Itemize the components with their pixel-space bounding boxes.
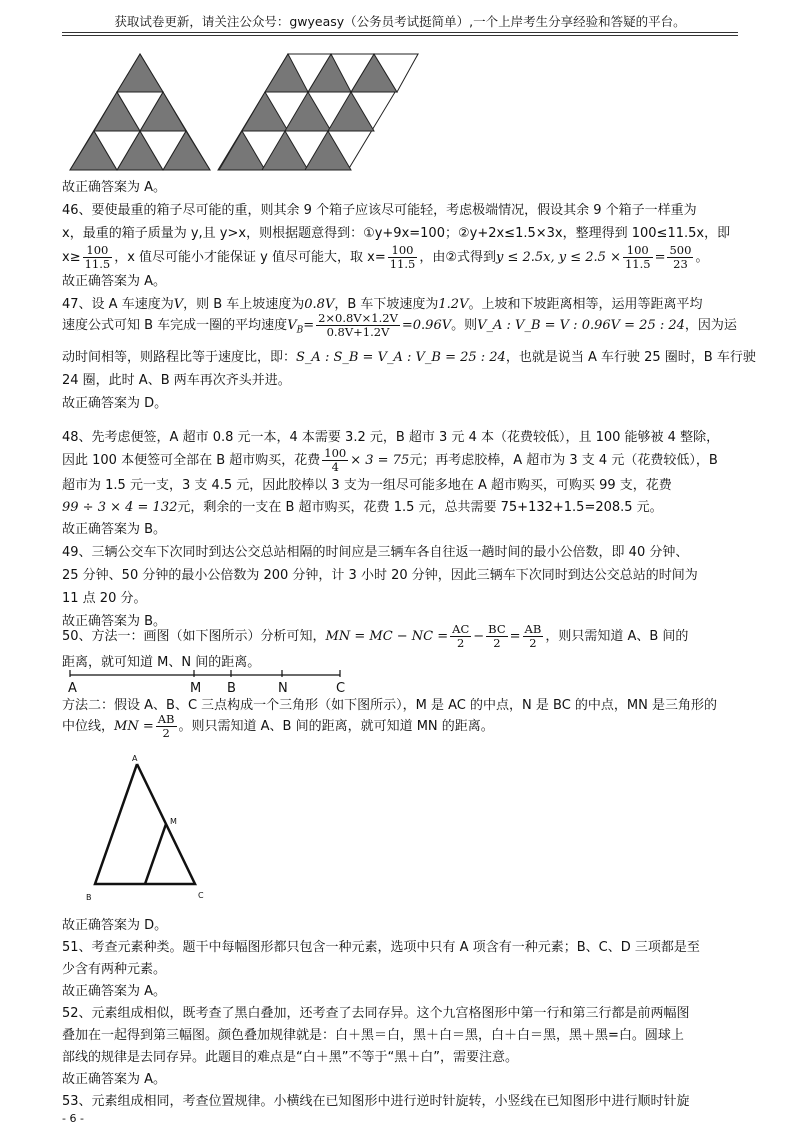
q51-line1: 51、考查元素种类。题干中每幅图形都只包含一种元素，选项中只有 A 项含有一种元素；B、C、D 三项都是至 <box>62 940 700 955</box>
q46-frac3: $\frac{100}{11.5}$ <box>624 243 651 271</box>
q46-math: = <box>654 250 666 265</box>
point-label: B <box>227 681 236 695</box>
q46-math: y ≤ 2.5x, y ≤ 2.5 × <box>495 250 621 265</box>
q49-line3: 11 点 20 分。 <box>62 591 147 606</box>
q50-line1: 50、方法一：画图（如下图所示）分析可知，MN = MC − NC = $\frac{AC}{2}$ − $\frac{BC}{2}$ = $\frac{AB}{2}$ ，则只需知道 A、B 间的 <box>62 622 689 650</box>
q51-line2: 少含有两种元素。 <box>62 962 167 977</box>
q47-line2: 速度公式可知 B 车完成一圈的平均速度$V_B=$ $\frac{2\times 0.8V\times 1.2V}{0.8V+1.2V}$ =0.96V。则V_A : V_B = V : 0.96V = 25 : 24，因为运 <box>62 311 737 339</box>
q50-line4: 中位线，MN = $\frac{AB}{2}$ 。则只需知道 A、B 间的距离，就可知道 MN 的距离。 <box>62 712 494 740</box>
q47-line4: 24 圈，此时 A、B 两车再次齐头并进。 <box>62 373 291 388</box>
answer-51: 故正确答案为 A。 <box>62 984 167 999</box>
q47-line1: 47、设 A 车速度为V，则 B 车上坡速度为0.8V，B 车下坡速度为1.2V。上坡和下坡距离相等，运用等距离平均 <box>62 297 703 312</box>
answer-52: 故正确答案为 A。 <box>62 1072 167 1087</box>
q46-line2: x，最重的箱子质量为 y,且 y>x，则根据题意得到：①y+9x=100；②y+2x≤1.5×3x，整理得到 100≤11.5x，即 <box>62 226 731 241</box>
q48-line1: 48、先考虑便签，A 超市 0.8 元一本，4 本需要 3.2 元，B 超市 3 元 4 本（花费较低），且 100 能够被 4 整除， <box>62 430 720 445</box>
q46-text: x≥ <box>62 250 81 265</box>
figure-large-triangle <box>70 54 210 170</box>
cell-dark <box>117 54 163 92</box>
q48-line4: 99 ÷ 3 × 4 = 132元，剩余的一支在 B 超市购买，花费 1.5 元，总共需要 75+132+1.5=208.5 元。 <box>62 500 663 515</box>
vertex-label: A <box>132 754 138 763</box>
header-rule <box>62 32 738 33</box>
q50-frac4: $\frac{AB}{2}$ <box>157 712 175 740</box>
page-header: 获取试卷更新，请关注公众号：gwyeasy（公务员考试挺简单）,一个上岸考生分享经验和答疑的平台。 <box>114 14 686 29</box>
q47-frac: $\frac{2\times 0.8V\times 1.2V}{0.8V+1.2V}$ <box>318 311 398 339</box>
q48-frac: $\frac{100}{4}$ <box>324 446 347 474</box>
q50-frac2: $\frac{BC}{2}$ <box>488 622 506 650</box>
segment-diagram <box>60 665 360 695</box>
q53-line1: 53、元素组成相同，考查位置规律。小横线在已知图形中进行逆时针旋转，小竖线在已知图形中进行顺时针旋 <box>62 1094 690 1109</box>
q49-line2: 25 分钟、50 分钟的最小公倍数为 200 分钟，计 3 小时 20 分钟，因此三辆车下次同时到达公交总站的时间为 <box>62 568 698 583</box>
q45-figure <box>68 52 420 172</box>
point-label: A <box>68 681 77 695</box>
q48-line2: 因此 100 本便签可全部在 B 超市购买，花费 $\frac{100}{4}$ × 3 = 75元；再考虑胶棒，A 超市为 3 支 4 元（花费较低），B <box>62 446 718 474</box>
point-label: M <box>190 681 202 695</box>
answer-49: 故正确答案为 B。 <box>62 614 167 629</box>
q52-line2: 叠加在一起得到第三幅图。颜色叠加规律就是：白＋黑＝白，黑＋白＝黑，白＋白＝黑，黑＋黑=白。圆球上 <box>62 1028 684 1043</box>
q46-line1: 46、要使最重的箱子尽可能的重，则其余 9 个箱子应该尽可能轻，考虑极端情况，假设其余 9 个箱子一样重为 <box>62 203 697 218</box>
q52-line1: 52、元素组成相似，既考查了黑白叠加，还考查了去同存异。这个九宫格图形中第一行和第三行都是前两幅图 <box>62 1006 690 1021</box>
figure-parallelogram <box>218 54 418 170</box>
q50-frac1: $\frac{AC}{2}$ <box>452 622 470 650</box>
header-rule-2 <box>62 35 738 36</box>
answer-45: 故正确答案为 A。 <box>62 180 167 195</box>
q46-text: 。 <box>695 250 709 265</box>
q46-frac4: $\frac{500}{23}$ <box>669 243 692 271</box>
q46-text: ，x 值尽可能小才能保证 y 值尽可能大，取 x= <box>114 250 386 265</box>
answer-47: 故正确答案为 D。 <box>62 396 168 411</box>
vertex-label: C <box>198 891 204 900</box>
vertex-label: B <box>86 893 92 902</box>
point-label: N <box>278 681 288 695</box>
q46-text: ，由②式得到 <box>419 250 496 265</box>
q46-frac1: $\frac{100}{11.5}$ <box>84 243 111 271</box>
q47-line3: 动时间相等，则路程比等于速度比，即：S_A : S_B = V_A : V_B = 25 : 24，也就是说当 A 车行驶 25 圈时，B 车行驶 <box>62 350 756 365</box>
q49-line1: 49、三辆公交车下次同时到达公交总站相隔的时间应是三辆车各自往返一趟时间的最小公倍数，即 40 分钟、 <box>62 545 689 560</box>
answer-48: 故正确答案为 B。 <box>62 522 167 537</box>
triangle-diagram <box>80 752 230 912</box>
page-number: - 6 - <box>62 1112 84 1125</box>
q48-line3: 超市为 1.5 元一支，3 支 4.5 元，因此胶棒以 3 支为一组尽可能多地在 A 超市购买，可购买 99 支，花费 <box>62 478 672 493</box>
answer-46: 故正确答案为 A。 <box>62 274 167 289</box>
q52-line3: 部线的规律是去同存异。此题目的难点是“白＋黑”不等于“黑＋白”，需要注意。 <box>62 1050 518 1065</box>
q46-line3 <box>62 243 742 273</box>
answer-50: 故正确答案为 D。 <box>62 918 168 933</box>
point-label: C <box>336 681 346 695</box>
vertex-label: M <box>170 817 177 826</box>
q50-line3: 方法二：假设 A、B、C 三点构成一个三角形（如下图所示），M 是 AC 的中点，N 是 BC 的中点，MN 是三角形的 <box>62 698 717 713</box>
q50-line2: 距离，就可知道 M、N 间的距离。 <box>62 655 261 670</box>
q50-frac3: $\frac{AB}{2}$ <box>524 622 542 650</box>
q46-frac2: $\frac{100}{11.5}$ <box>389 243 416 271</box>
